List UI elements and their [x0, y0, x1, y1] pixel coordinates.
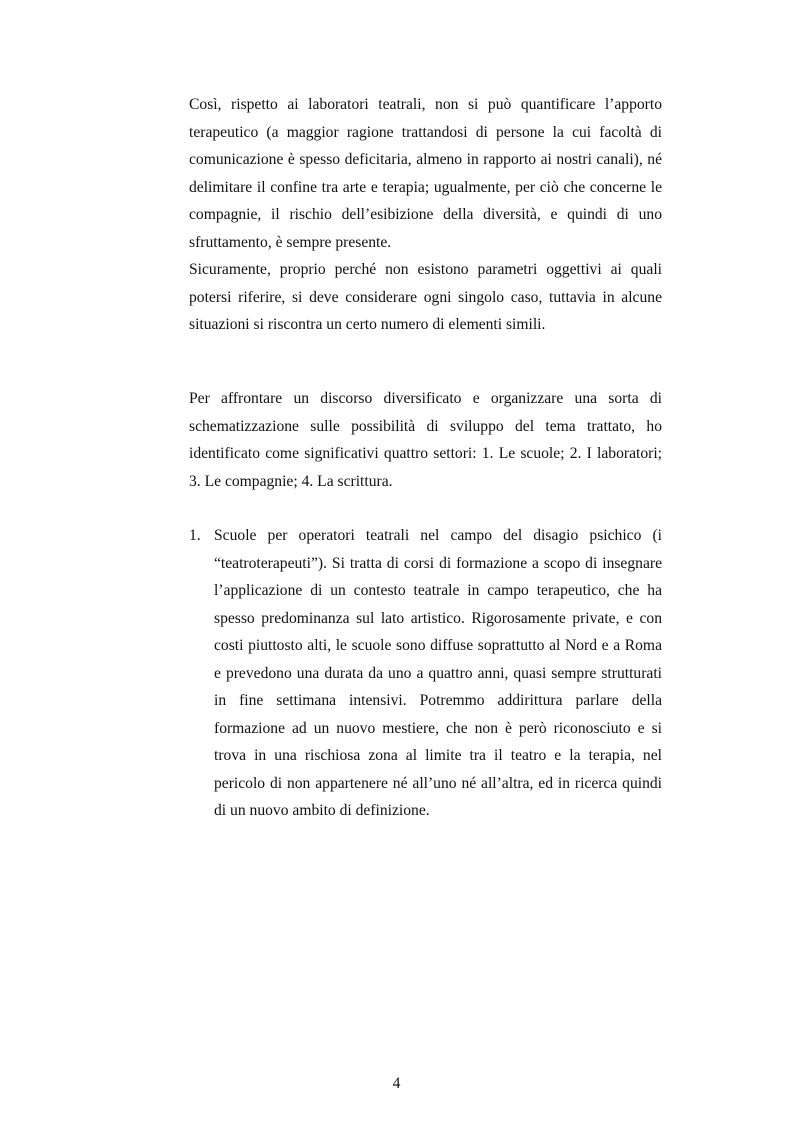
numbered-list — [189, 522, 662, 825]
list-item — [189, 522, 662, 825]
list-item-text: Scuole per operatori teatrali nel campo del disagio psichico (i “teatroterapeuti”). Si tratta di corsi di formazione a scopo di insegnare l’applicazione di un contesto teatrale in campo terapeutico, che ha spesso predominanza sul lato artistico. Rigorosamente private, e con costi piuttosto alti, le scuole sono diffuse soprattutto al Nord e a Roma e prevedono una durata da uno a quattro anni, quasi sempre strutturati in fine settimana intensivi. Potremmo addirittura parlare della formazione ad un nuovo mestiere, che non è però riconosciuto e si trova in una rischiosa zona al limite tra il teatro e la terapia, nel pericolo di non appartenere né all’uno né all’altra, ed in ricerca quindi di un nuovo ambito di definizione. — [214, 527, 662, 819]
paragraph-sicuramente: Sicuramente, proprio perché non esistono parametri oggettivi ai quali potersi riferire, si deve considerare ogni singolo caso, tuttavia in alcune situazioni si riscontra un certo numero di elementi simili. — [189, 261, 662, 333]
intro-section — [189, 91, 662, 339]
list-item-number: 1. — [189, 527, 201, 544]
paragraph-settori: Per affrontare un discorso diversificato e organizzare una sorta di schematizzazione sulle possibilità di sviluppo del tema trattato, ho identificato come significativi quattro settori: 1. Le scuole; 2. I laboratori; 3. Le compagnie; 4. La scrittura. — [189, 390, 662, 490]
page-number: 4 — [392, 1075, 401, 1092]
paragraph-laboratori: Così, rispetto ai laboratori teatrali, non si può quantificare l’apporto terapeutico (a maggior ragione trattandosi di persone la cui facoltà di comunicazione è spesso deficitaria, almeno in rapporto ai nostri canali), né delimitare il confine tra arte e terapia; ugualmente, per ciò che concerne le compagnie, il rischio dell’esibizione della diversità, e quindi di uno sfruttamento, è sempre presente. — [189, 96, 662, 251]
